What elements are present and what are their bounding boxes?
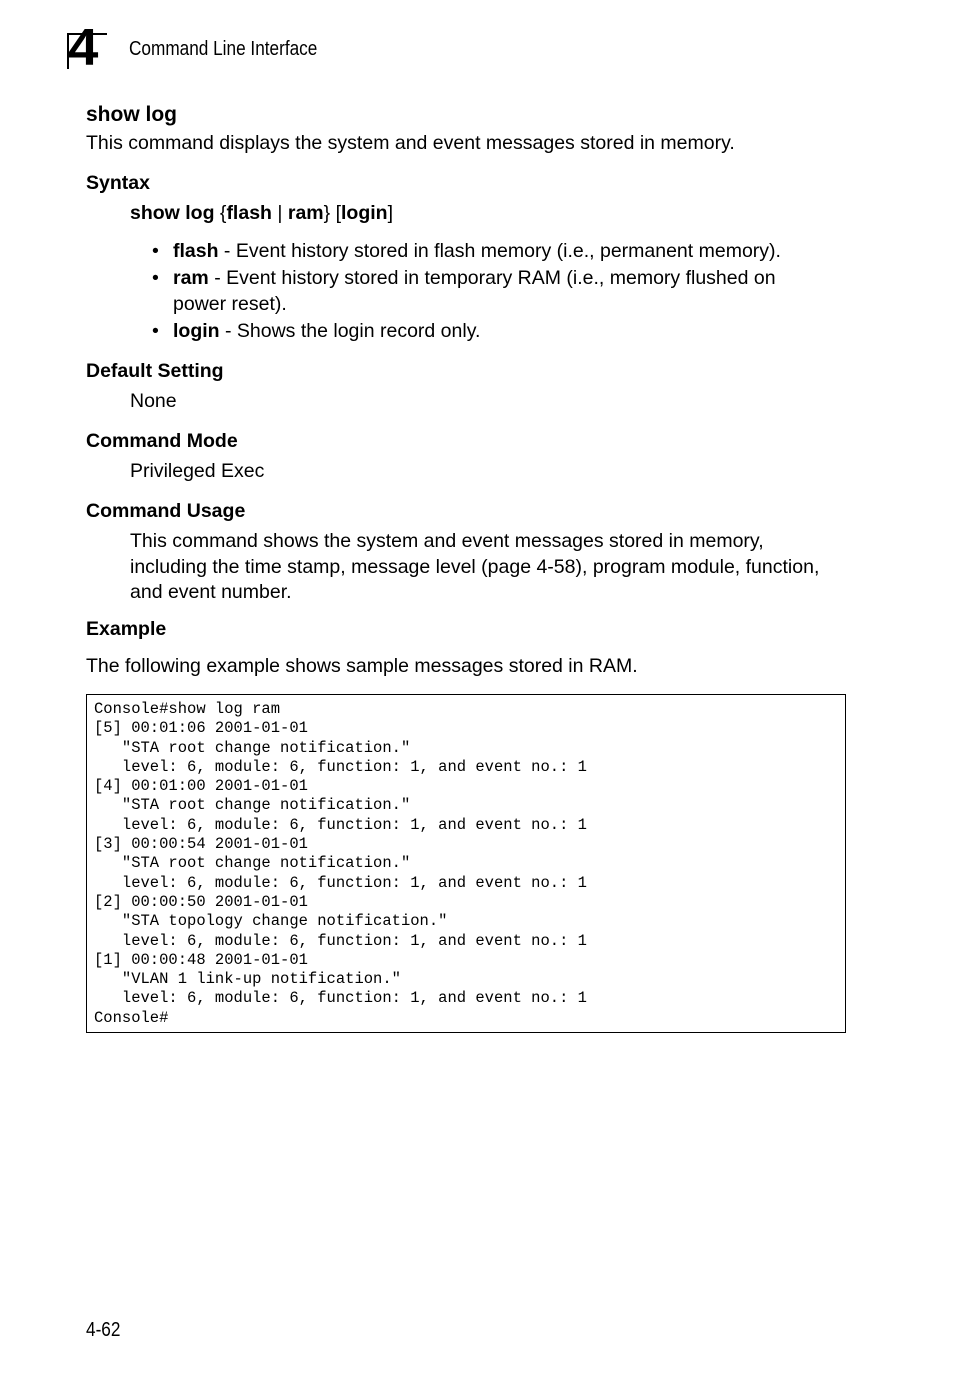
code-line: [5] 00:01:06 2001-01-01 <box>94 719 308 738</box>
running-head: Command Line Interface <box>129 38 318 60</box>
chapter-number: 4 <box>68 19 97 77</box>
code-line: [1] 00:00:48 2001-01-01 <box>94 950 308 969</box>
param-name: ram <box>173 267 209 289</box>
code-line: "VLAN 1 link-up notification." <box>94 970 401 989</box>
syntax-ram: ram <box>287 202 324 224</box>
code-line: level: 6, module: 6, function: 1, and event no.: 1 <box>94 989 587 1008</box>
command-mode-value: Privileged Exec <box>130 460 265 482</box>
syntax-brace-open: { <box>214 202 227 224</box>
command-mode-heading: Command Mode <box>86 430 238 452</box>
default-setting-heading: Default Setting <box>86 360 224 382</box>
code-line: [4] 00:01:00 2001-01-01 <box>94 777 308 796</box>
syntax-flash: flash <box>226 202 272 224</box>
syntax-bracket-close: ] <box>387 202 393 224</box>
example-intro: The following example shows sample messages stored in RAM. <box>86 655 638 677</box>
example-heading: Example <box>86 618 167 640</box>
code-line: Console# <box>94 1008 169 1027</box>
page-number: 4-62 <box>86 1319 121 1341</box>
syntax-line <box>130 201 393 226</box>
command-description: This command displays the system and event messages stored in memory. <box>86 132 735 154</box>
parameter-list <box>130 238 830 345</box>
code-line: level: 6, module: 6, function: 1, and event no.: 1 <box>94 873 587 892</box>
param-desc: - Event history stored in flash memory (i.e., permanent memory). <box>218 240 781 262</box>
syntax-command: show log <box>130 202 215 224</box>
code-line: [2] 00:00:50 2001-01-01 <box>94 892 308 911</box>
syntax-login: login <box>341 202 388 224</box>
command-title: show log <box>86 103 177 126</box>
code-line: level: 6, module: 6, function: 1, and event no.: 1 <box>94 931 587 950</box>
command-usage-text: This command shows the system and event messages stored in memory, including the time stamp, message level (page 4-58), program module, function, and event number. <box>130 530 820 603</box>
param-desc: - Event history stored in temporary RAM (i.e., memory flushed on power reset). <box>173 267 776 315</box>
bullet-icon: • <box>152 320 159 342</box>
code-block <box>94 700 845 1028</box>
code-line: Console#show log ram <box>94 700 281 718</box>
param-name: login <box>173 320 220 342</box>
command-usage-heading: Command Usage <box>86 500 246 522</box>
param-name: flash <box>173 240 219 262</box>
bullet-icon: • <box>152 267 159 289</box>
code-line: "STA root change notification." <box>94 796 411 815</box>
syntax-brace-close: } [ <box>323 202 341 224</box>
code-line: [3] 00:00:54 2001-01-01 <box>94 835 308 854</box>
code-line: level: 6, module: 6, function: 1, and event no.: 1 <box>94 815 587 834</box>
list-item <box>130 318 830 344</box>
list-item <box>130 265 830 317</box>
syntax-heading: Syntax <box>86 172 150 194</box>
list-item <box>130 238 830 264</box>
bullet-icon: • <box>152 240 159 262</box>
code-line: "STA root change notification." <box>94 738 411 757</box>
code-line: "STA topology change notification." <box>94 912 448 931</box>
default-setting-value: None <box>130 390 177 412</box>
code-line: "STA root change notification." <box>94 854 411 873</box>
syntax-pipe: | <box>271 202 288 224</box>
param-desc: - Shows the login record only. <box>219 320 481 342</box>
code-example <box>86 694 846 1033</box>
code-line: level: 6, module: 6, function: 1, and event no.: 1 <box>94 757 587 776</box>
